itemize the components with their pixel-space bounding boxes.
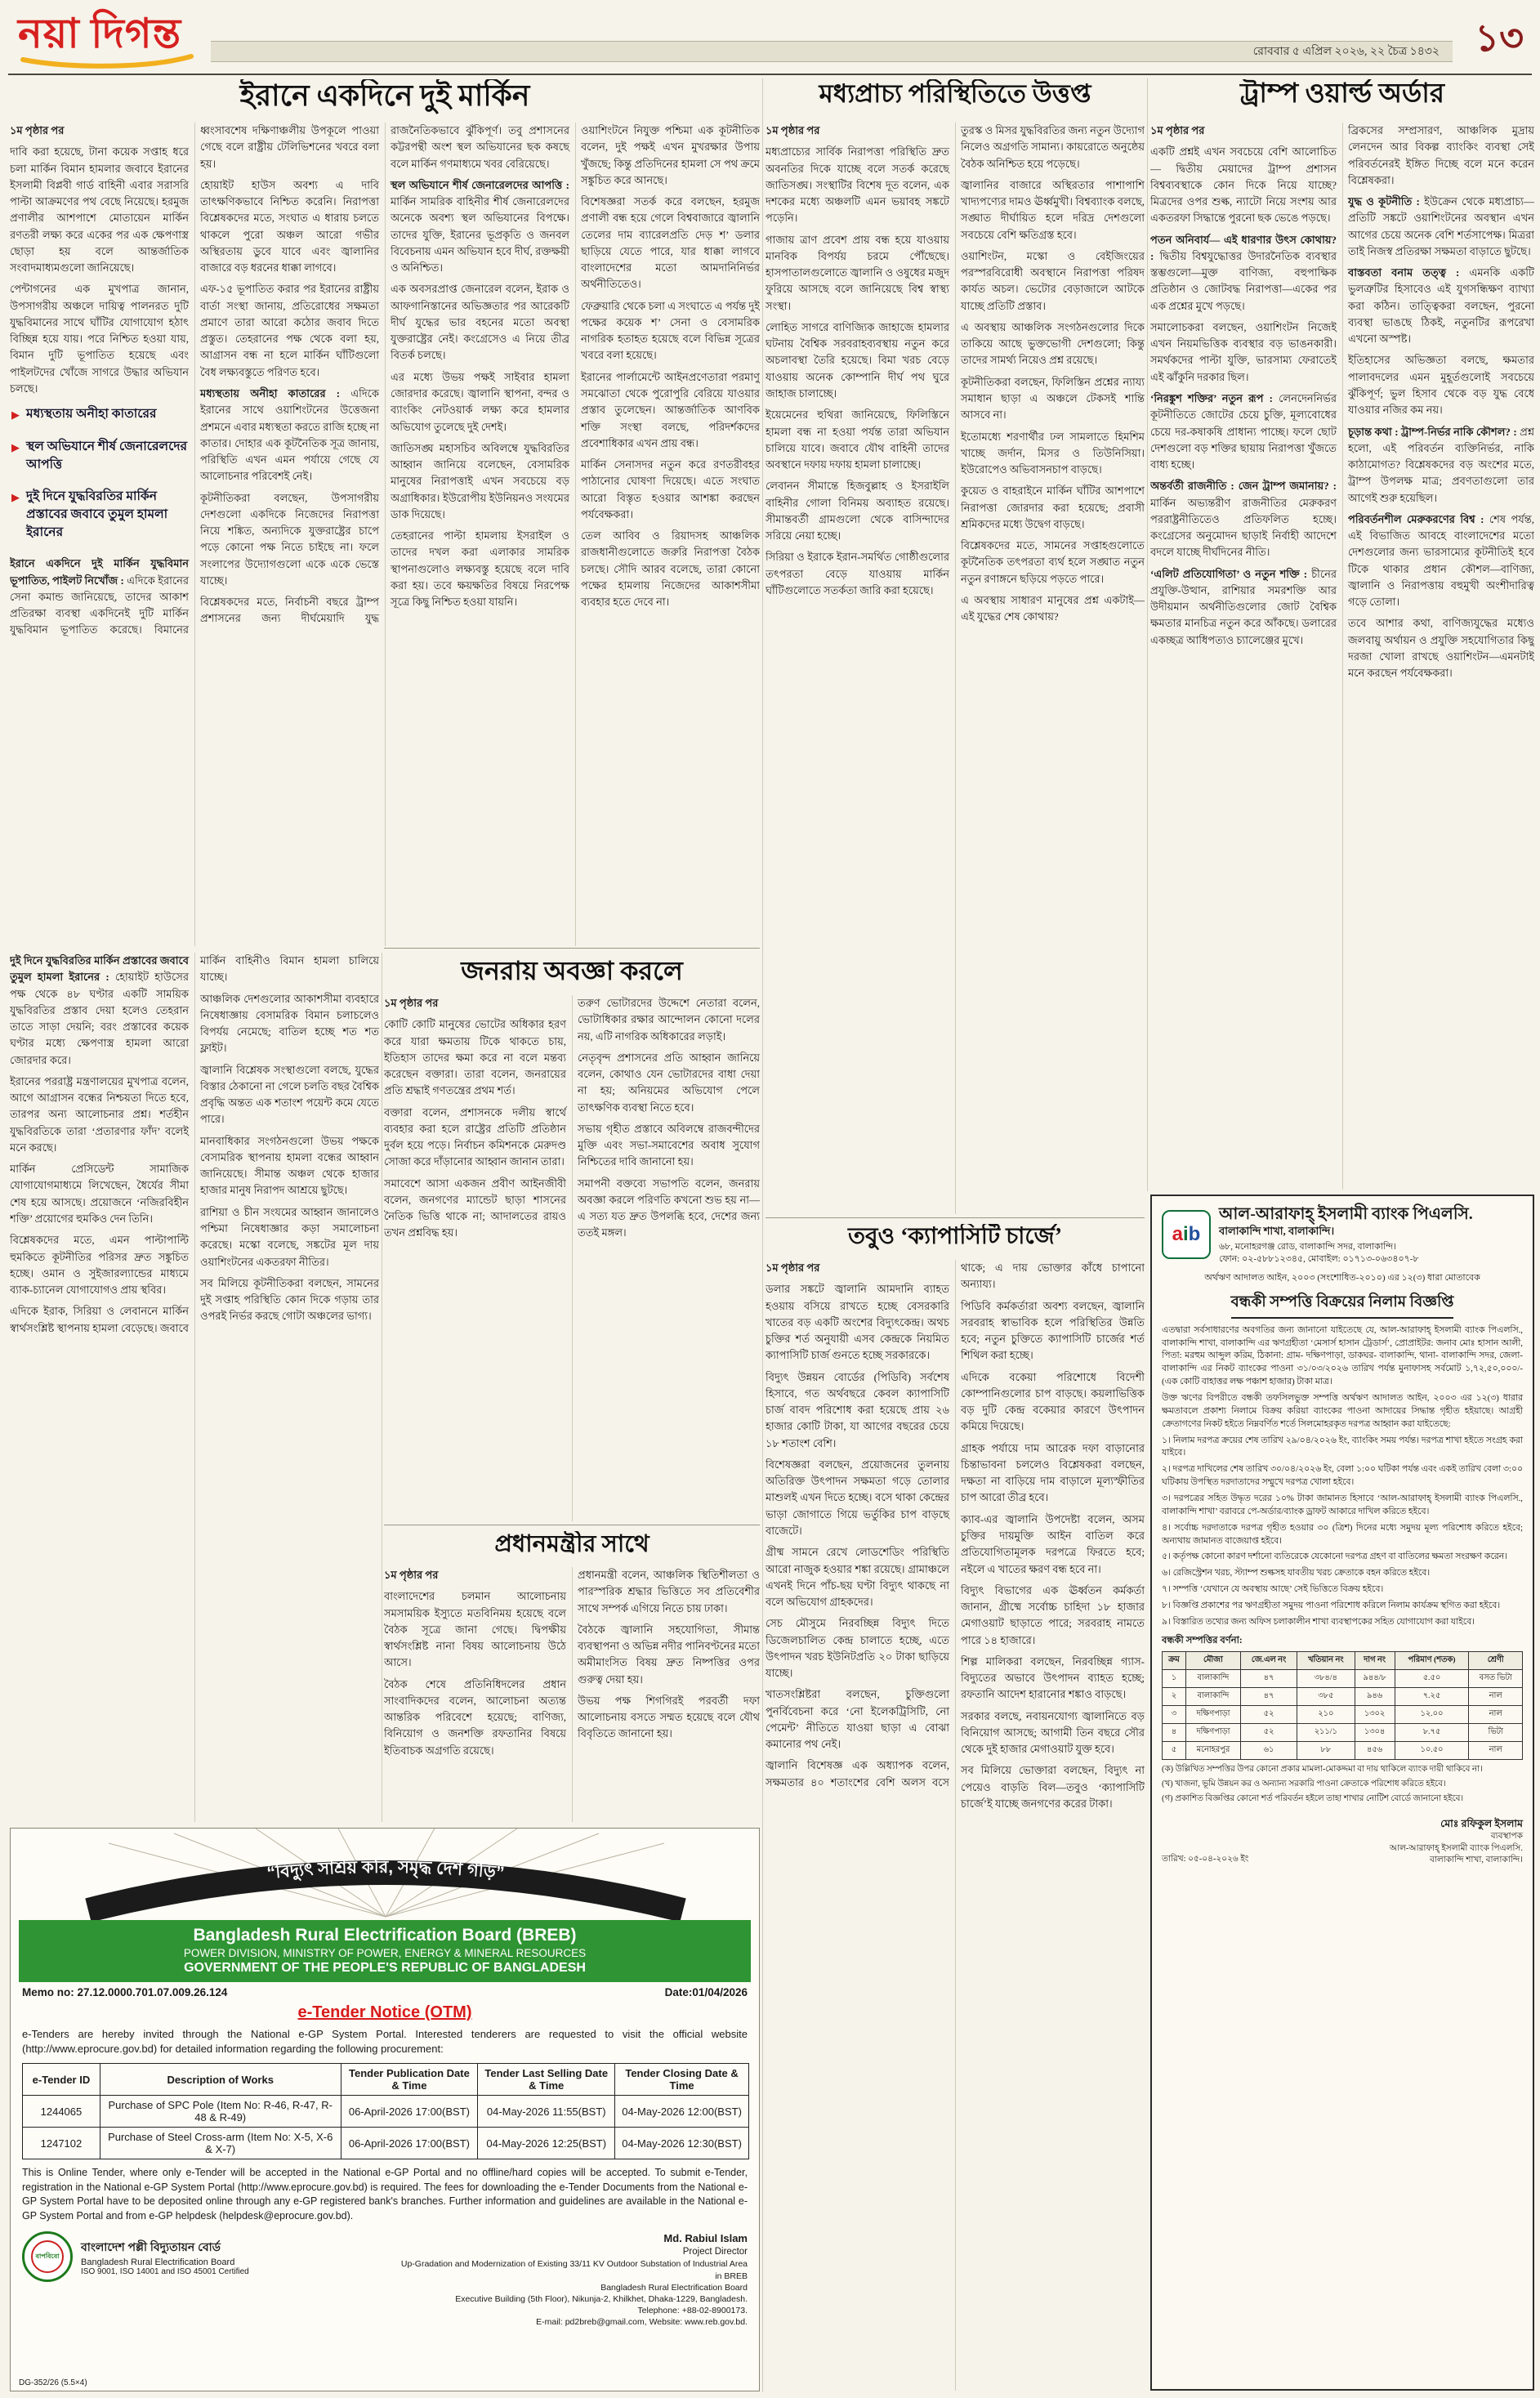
breb-org-en: Bangladesh Rural Electrification Board (BREB) [193,1926,577,1945]
table-cell: ৬১ [1240,1741,1297,1759]
paragraph: ১ম পৃষ্ঠার পর [766,1262,820,1274]
bank-identity [1219,1204,1473,1266]
column-header: খতিয়ান নং [1297,1651,1355,1669]
paragraph: আঞ্চলিক দেশগুলোর আকাশসীমা ব্যবহারে নিষেধাজ্ঞায় বেসামরিক বিমান চলাচলেও বিপর্যয় নেমেছে; বাতিল হচ্ছে শত শত ফ্লাইট। [200,992,379,1055]
paragraph: কুয়েত ও বাহরাইনে মার্কিন ঘাঁটির আশপাশে নিরাপত্তা জোরদার করা হয়েছে; প্রবাসী শ্রমিকদের মধ্যে উদ্বেগ বাড়ছে। [961,485,1145,530]
table-cell: ৯৪৪/৮ [1355,1669,1395,1687]
table-cell: 04-May-2026 12:25(BST) [478,2128,615,2159]
memo-date: Date:01/04/2026 [664,1986,748,1998]
logo-swoosh-icon [20,54,194,69]
slogan-text: “বিদ্যুৎ সাশ্রয় করি, সমৃদ্ধ দেশ গড়ি” [266,1857,506,1883]
signer-lines [396,2258,748,2328]
bank-intro [1162,1324,1523,1431]
paragraph: ফেব্রুয়ারি থেকে চলা এ সংঘাতে এ পর্যন্ত দুই পক্ষের কয়েক শ’ সেনা ও বেসামরিক নাগরিক হতাহত হয়েছে বলে বিভিন্ন সূত্রের খবরে বলা হয়েছে। [581,299,760,362]
bank-terms-list [1162,1435,1523,1629]
article-capacity-headline: তবুও ‘ক্যাপাসিটি চার্জে’ [847,1224,1063,1249]
column-header: Description of Works [100,2064,341,2096]
paragraph-group [766,1260,1145,1812]
table-body [23,2096,749,2159]
table-cell: 04-May-2026 12:00(BST) [615,2096,749,2128]
text-line: Telephone: +88-02-8900173. [637,2306,748,2316]
bank-notice-title: বন্ধকী সম্পত্তি বিক্রয়ের নিলাম বিজ্ঞপ্তি [1231,1290,1454,1319]
paragraph-group [10,953,379,1337]
paragraph: দুই দিনে যুদ্ধবিরতির মার্কিন প্রস্তাবের জবাবে তুমুল হামলা ইরানের : হোয়াইট হাউসের পক্ষ থেকে ৪৮ ঘণ্টার একটি সাময়িক যুদ্ধবিরতির প্রস্তাব দেয়া হলেও তেহরান তাতে সাড়া দেয়নি; বরং প্রস্তাবের কয়েক ঘণ্টার মধ্যে ক্ষেপণাস্ত্র হামলা আরো জোরদার করে। [10,954,189,1066]
table-body [1163,1669,1523,1759]
text-line: Executive Building (5th Floor), Nikunja-2, Khilkhet, Dhaka-1229, Bangladesh. [455,2293,748,2304]
article-trump-headline: ট্রাম্প ওয়ার্ল্ড অর্ডার [1240,79,1444,109]
table-cell: ৫২ [1240,1723,1297,1741]
table-cell: ৩৮৫ [1297,1687,1355,1705]
breb-green-banner [19,1920,751,1982]
paragraph: সমাপনী বক্তব্যে সভাপতি বলেন, জনরায় অবজ্ঞা করলে পরিণতি কখনো শুভ হয় না—এ সত্য যত দ্রুত উপলব্ধি হবে, দেশের জন্য ততই মঙ্গল। [578,1177,760,1239]
table-row [1163,1723,1523,1741]
paragraph: রাশিয়া ও চীন সংযমের আহ্বান জানালেও পশ্চিমা নিষেধাজ্ঞার কড়া সমালোচনা করেছে। মস্কো বলেছে, সঙ্কটের মূল দায় ওয়াশিংটনের একতরফা নীতির। [200,1205,379,1268]
bank-property-table [1162,1651,1523,1760]
paragraph: পিডিবি কর্মকর্তারা অবশ্য বলছেন, জ্বালানি সরবরাহ স্বাভাবিক হলে পরিস্থিতির উন্নতি হবে; নতুন চুক্তিতে ক্যাপাসিটি চার্জের শর্ত শিথিল করা হচ্ছে। [961,1299,1145,1362]
header-rule [8,74,1532,75]
column-header: শ্রেণী [1469,1651,1523,1669]
breb-footer [22,2231,748,2328]
table-header-row [1163,1651,1523,1669]
org-bn: বাংলাদেশ পল্লী বিদ্যুতায়ন বোর্ড [81,2239,221,2253]
paragraph: এ অবস্থায় আঞ্চলিক সংগঠনগুলোর দিকে তাকিয়ে আছে ভুক্তভোগী দেশগুলো; কিন্তু তাদের সামর্থ্য নিয়েও প্রশ্ন রয়েছে। [961,320,1145,367]
table-cell: ১০.৫০ [1395,1741,1469,1759]
org-en2: Bangladesh Rural Electrification Board [81,2257,235,2267]
paragraph: বাস্তবতা বনাম তত্ত্ব : এমনকি একটি ভুলত্রুটির হিসাবেও এই যুগসন্ধিক্ষণ ব্যাখ্যা করা কঠিন। তাত্ত্বিকরা বলছেন, পুরনো ব্যবস্থা ভাঙছে ঠিকই, নতুনটির রূপরেখা এখনো অস্পষ্ট। [1348,266,1534,346]
paragraph: এফ-১৫ ভূপাতিত করার পর ইরানের রাষ্ট্রীয় বার্তা সংস্থা জানায়, প্রতিরোধের সক্ষমতা প্রমাণে তারা আরো কঠোর জবাব দিতে প্রস্তুত। তেহরানের পক্ষ থেকে বলা হয়, আগ্রাসন বন্ধ না হলে মার্কিন ঘাঁটিগুলো বৈধ লক্ষ্যবস্তুতে পরিণত হবে। [200,283,379,378]
paragraph: যুদ্ধ ও কূটনীতি : ইউক্রেন থেকে মধ্যপ্রাচ্য—প্রতিটি সঙ্কটে ওয়াশিংটনের অবস্থান এখন আগের চেয়ে অনেক বেশি শর্তসাপেক্ষ। মিত্ররা তাই নিজস্ব প্রতিরক্ষা সক্ষমতা বাড়াতে ছুটছে। [1348,195,1534,257]
paragraph: বাংলাদেশের চলমান আলোচনায় সমসাময়িক ইস্যুতে মতবিনিময় হয়েছে বলে বৈঠক সূত্রে জানা গেছে। দ্বিপক্ষীয় স্বার্থসংশ্লিষ্ট নানা বিষয় আলোচনায় উঠে আসে। [384,1590,566,1669]
article-pm-headline: প্রধানমন্ত্রীর সাথে [494,1531,649,1557]
paragraph: বিশ্লেষকদের মতে, এমন পাল্টাপাল্টি হুমকিতে কূটনীতির পরিসর দ্রুত সঙ্কুচিত হচ্ছে। ওমান ও সুইজারল্যান্ডের মাধ্যমে ব্যাক-চ্যানেল যোগাযোগও প্রায় স্থবির। [10,1234,189,1297]
table-cell: ২ [1163,1687,1186,1705]
section-rule [766,1217,1145,1218]
paragraph: জ্বালানি বিশেষজ্ঞ এক অধ্যাপক বলেন, সক্ষমতার ৪০ শতাংশের বেশি অলস বসে থাকে; এ দায় ভোক্তার কাঁধে চাপানো অন্যায্য। [766,1262,1145,1788]
highlight-bullet [11,405,187,423]
signer-name: মোঃ রফিকুল ইসলাম [1440,1817,1523,1829]
paragraph: বিশ্লেষকদের মতে, সামনের সপ্তাহগুলোতে কূটনৈতিক তৎপরতা ব্যর্থ হলে সঙ্ঘাত নতুন নতুন রণাঙ্গনে ছড়িয়ে পড়তে পারে। [961,539,1145,585]
paragraph: কূটনীতিকরা বলছেন, উপসাগরীয় দেশগুলো একদিকে নিজেদের নিরাপত্তা নিয়ে শঙ্কিত, অন্যদিকে যুক্তরাষ্ট্রের চাপে পড়ে কোনো পক্ষ নিতে চাইছে না। ফলে সংলাপের উদ্যোগগুলো একে একে ভেস্তে যাচ্ছে। [200,491,379,587]
paragraph: বিদ্যুৎ উন্নয়ন বোর্ডের (পিডিবি) সর্বশেষ হিসাবে, গত অর্থবছরে কেবল ক্যাপাসিটি চার্জ বাবদ পরিশোধ করা হয়েছে প্রায় ২৬ হাজার কোটি টাকা, যা আগের বছরের চেয়ে ১৮ শতাংশ বেশি। [766,1370,949,1449]
table-cell: ৮.৭৫ [1395,1723,1469,1741]
column-header: Tender Last Selling Date & Time [478,2064,615,2096]
breb-govt: GOVERNMENT OF THE PEOPLE'S REPUBLIC OF BANGLADESH [184,1961,586,1975]
etender-intro: e-Tenders are hereby invited through the National e-GP System Portal. Interested tenderers are requested to visit the official website (http://www.eprocure.gov.bd) for detailed information regarding the following procurement: [22,2028,748,2056]
table-cell: ৪ [1163,1723,1186,1741]
text-line: Bangladesh Rural Electrification Board [600,2282,748,2293]
text-line: E-mail: pd2breb@gmail.com, Website: www.reb.gov.bd. [536,2317,748,2328]
table-cell: ১৩০২ [1355,1705,1395,1723]
breb-org-block [22,2231,249,2282]
table-cell: ৪৭ [1240,1669,1297,1687]
paragraph: এদিকে বকেয়া পরিশোধে বিদেশী কোম্পানিগুলোর চাপ বাড়ছে। কয়লাভিত্তিক বড় দুটি কেন্দ্র বকেয়ার কারণে উৎপাদন কমিয়ে দিয়েছে। [961,1370,1145,1433]
table-cell: ৮৮ [1297,1741,1355,1759]
table-row [23,2096,749,2128]
table-cell: 1247102 [23,2128,100,2159]
paragraph: স্থল অভিযানে শীর্ষ জেনারেলদের আপত্তি : মার্কিন সামরিক বাহিনীর শীর্ষ জেনারেলদের অনেকে অবশ্য স্থল অভিযানের বিপক্ষে। তাদের যুক্তি, ইরানের ভূপ্রকৃতি ও জনবল বিবেচনায় এমন অভিযান হবে দীর্ঘ, রক্তক্ষয়ী ও অনিশ্চিত। [391,178,569,275]
org-cert: ISO 9001, ISO 14001 and ISO 45001 Certified [81,2266,249,2276]
column-header: পরিমাণ (শতক) [1395,1651,1469,1669]
bank-branch: বালাকান্দি শাখা, বালাকান্দি। [1219,1225,1335,1237]
bank-auction-notice [1150,1195,1534,2391]
paragraph: সব মিলিয়ে ভোক্তারা বলছেন, বিদ্যুৎ না পেয়েও বাড়তি বিল—তবুও ‘ক্যাপাসিটি চার্জে’ই যাচ্ছে জনগণের করের টাকা। [961,1764,1145,1810]
paragraph: পেন্টাগনের এক মুখপাত্র জানান, উপসাগরীয় অঞ্চলে দায়িত্ব পালনরত দুটি যুদ্ধবিমানের সাথে ঘাঁটির যোগাযোগ হঠাৎ বিচ্ছিন্ন হয়ে যায়। পরে নিশ্চিত হওয়া যায়, বিমান দুটি ভূপাতিত হয়েছে এবং পাইলটদের খোঁজে সাগরে উদ্ধার অভিযান চলছে। [10,283,189,395]
paragraph: সমালোচকরা বলছেন, ওয়াশিংটন নিজেই এখন নিয়মভিত্তিক ব্যবস্থার বড় ভাঙনকারী। সমর্থকদের পাল্টা যুক্তি, ভারসাম্য ফেরাতেই এই ঝাঁকুনি দরকার ছিল। [1150,320,1337,383]
article-mideast-body [766,123,1145,1214]
table-row [1163,1741,1523,1759]
logo-letter: b [1188,1223,1201,1246]
paragraph: নেতৃবৃন্দ প্রশাসনের প্রতি আহ্বান জানিয়ে বলেন, কোথাও যেন ভোটারদের বাধা দেয়া না হয়; অনিয়মের অভিযোগ পেলে তাৎক্ষণিক ব্যবস্থা নিতে হবে। [578,1051,760,1114]
article-mideast-headline-wrap [766,79,1145,117]
paragraph: (গ) প্রকাশিত বিজ্ঞপ্তির কোনো শর্ত পরিবর্তন হইলে তাহা শাখার নোটিশ বোর্ডে জানানো হইবে। [1162,1793,1464,1803]
bank-table-caption: বন্ধকী সম্পত্তির বর্ণনা: [1162,1635,1243,1646]
paragraph: (খ) খাজনা, ভূমি উন্নয়ন কর ও অন্যান্য সরকারি পাওনা ক্রেতাকে পরিশোধ করিতে হইবে। [1162,1779,1446,1788]
paragraph: গ্রাহক পর্যায়ে দাম আরেক দফা বাড়ানোর চিন্তাভাবনা চললেও বিশ্লেষকরা বলছেন, দক্ষতা না বাড়িয়ে দাম বাড়ালে মূল্যস্ফীতির চাপ আরো তীব্র হবে। [961,1441,1145,1504]
paragraph: ডলার সঙ্কটে জ্বালানি আমদানি ব্যাহত হওয়ায় বসিয়ে রাখতে হচ্ছে বেসরকারি খাতের বড় একটি অংশের বিদ্যুৎকেন্দ্র। অথচ চুক্তির শর্ত অনুযায়ী এসব কেন্দ্রকে নিয়মিত ক্যাপাসিটি চার্জ গুনতে হচ্ছে সরকারকে। [766,1283,949,1362]
memo-number: Memo no: 27.12.0000.701.07.009.26.124 [22,1986,228,1998]
table-cell: 04-May-2026 11:55(BST) [478,2096,615,2128]
bank-footer [1162,1817,1523,1868]
paragraph: তেল আবিব ও রিয়াদসহ আঞ্চলিক রাজধানীগুলোতে জরুরি নিরাপত্তা বৈঠক চলছে। সৌদি আরব বলেছে, তারা কোনো পক্ষের হামলায় নিজেদের আকাশসীমা ব্যবহার হতে দেবে না। [581,529,760,609]
article-mideast-headline: মধ্যপ্রাচ্য পরিস্থিতিতে উত্তপ্ত [819,79,1091,108]
logo-text: নয়া দিগন্ত [18,11,182,56]
arrow-icon: ▶ [11,409,20,422]
breb-signature [396,2231,748,2328]
paragraph-group [384,995,760,1247]
edition-date: রোববার ৫ এপ্রিল ২০২৬, ২২ চৈত্র ১৪৩২ [1252,46,1440,58]
bank-signature [1390,1817,1523,1868]
section-rule [384,948,760,949]
bank-address: ৬৮, মনোহরগঞ্জ রোড, বালাকান্দি সদর, বালাকান্দি। [1219,1242,1396,1252]
etender-table [22,2063,749,2159]
column-header: দাগ নং [1355,1651,1395,1669]
article-trump-headline-wrap [1150,79,1534,117]
table-cell: নাল [1469,1687,1523,1705]
bullet-text: মধ্যস্থতায় অনীহা কাতারের [26,407,157,422]
highlight-list [11,405,187,541]
paragraph: বিশেষজ্ঞরা সতর্ক করে বলছেন, হরমুজ প্রণালী বন্ধ হয়ে গেলে বিশ্ববাজারে জ্বালানি তেলের দাম ব্যারেলপ্রতি দেড় শ’ ডলার ছাড়িয়ে যেতে পারে, যার ধাক্কা লাগবে বাংলাদেশের মতো আমদানিনির্ভর অর্থনীতিতেও। [581,195,760,291]
bank-name: আল-আরাফাহ্ ইসলামী ব্যাংক পিএলসি. [1219,1205,1473,1223]
table-row [1163,1687,1523,1705]
signer-lines [1390,1831,1523,1867]
paragraph: মধ্যস্থতায় অনীহা কাতারের : এদিকে ইরানের সাথে ওয়াশিংটনের উত্তেজনা প্রশমনে এবার মধ্যস্থতা করতে রাজি হচ্ছে না কাতার। দোহার এক কূটনৈতিক সূত্র জানায়, পরিস্থিতি এখন এমন পর্যায়ে গেছে যে আলোচনার পরিবেশই নেই। [200,386,379,483]
table-cell: ২১০ [1297,1705,1355,1723]
date-bar [211,41,1453,62]
paragraph: ইরানে একদিনে দুই মার্কিন যুদ্ধবিমান ভূপাতিত, পাইলট নিখোঁজ : এদিকে ইরানের সেনা কমান্ড জানিয়েছে, তাদের আকাশ প্রতিরক্ষা ব্যবস্থা একদিনেই দুটি মার্কিন যুদ্ধবিমান ভূপাতিত করেছে। বিমানের ধ্বংসাবশেষ দক্ষিণাঞ্চলীয় উপকূলে পাওয়া গেছে বলে রাষ্ট্রীয় টেলিভিশনের খবরে বলা হয়। [10,124,379,636]
paragraph: ‘নিরঙ্কুশ শক্তির’ নতুন রূপ : লেনদেননির্ভর কূটনীতিতে জোটের চেয়ে চুক্তি, মূল্যবোধের চেয়ে দর-কষাকষি প্রাধান্য পাচ্ছে। ফলে ছোট দেশগুলো বড় শক্তির ছায়ায় নিরাপত্তা খুঁজতে বাধ্য হচ্ছে। [1150,391,1337,471]
signer-name: Md. Rabiul Islam [663,2232,748,2245]
masthead [0,0,1540,74]
highlight-bullet [11,438,187,473]
article-jonorai-headline-wrap [384,956,760,990]
paragraph: বিশেষজ্ঞরা বলছেন, প্রয়োজনের তুলনায় অতিরিক্ত উৎপাদন সক্ষমতা গড়ে তোলার মাশুলই এখন দিতে হচ্ছে। বসে থাকা কেন্দ্রের ভাড়া জোগাতে গিয়ে ভর্তুকির চাপ বাড়ছে বাজেটে। [766,1458,949,1537]
paragraph: ইতিহাসের অভিজ্ঞতা বলছে, ক্ষমতার পালাবদলের এমন মুহূর্তগুলোই সবচেয়ে ঝুঁকিপূর্ণ; ভুল হিসাব থেকে বড় যুদ্ধ বেধে যাওয়ার নজির কম নয়। [1348,354,1534,417]
table-cell: ১ [1163,1669,1186,1687]
article-iran-headline: ইরানে একদিনে দুই মার্কিন [239,79,530,112]
paragraph: মানবাধিকার সংগঠনগুলো উভয় পক্ষকে বেসামরিক স্থাপনায় হামলা বন্ধের আহ্বান জানিয়েছে। সীমান্ত অঞ্চল থেকে হাজার হাজার মানুষ নিরাপদ আশ্রয়ে ছুটছে। [200,1134,379,1197]
column-header: e-Tender ID [23,2064,100,2096]
table-cell: ১৩০৪ [1355,1723,1395,1741]
table-cell: ৫.৫০ [1395,1669,1469,1687]
table-cell: ভিটা [1469,1723,1523,1741]
table-cell: ৪৫৬ [1355,1741,1395,1759]
article-capacity-body [766,1260,1145,2391]
paragraph: ইরানের পার্লামেন্টে আইনপ্রণেতারা পরমাণু সমঝোতা থেকে পুরোপুরি বেরিয়ে যাওয়ার প্রস্তাব তুলেছেন। আন্তর্জাতিক আণবিক শক্তি সংস্থা বলছে, পরিদর্শকদের প্রবেশাধিকার এখন প্রায় বন্ধ। [581,370,760,449]
paragraph: জ্বালানির বাজারে অস্থিরতার পাশাপাশি খাদ্যপণ্যের দামও ঊর্ধ্বমুখী। বিশ্বব্যাংক বলছে, সঙ্ঘাত দীর্ঘায়িত হলে দরিদ্র দেশগুলো সবচেয়ে বেশি ক্ষতিগ্রস্ত হবে। [961,178,1145,241]
signer-title: Project Director [682,2246,748,2257]
paragraph: ১ম পৃষ্ঠার পর [384,997,439,1009]
paragraph: ‘এলিট প্রতিযোগিতা’ ও নতুন শক্তি : চীনের প্রযুক্তি-উত্থান, রাশিয়ার সমরশক্তি আর উদীয়মান অর্থনীতিগুলোর জোট বৈশ্বিক ক্ষমতার মানচিত্র নতুন করে আঁকছে। ডলারের একচ্ছত্র আধিপত্যও চ্যালেঞ্জের মুখে। [1150,567,1337,646]
breb-ministry: POWER DIVISION, MINISTRY OF POWER, ENERGY & MINERAL RESOURCES [183,1947,587,1959]
paragraph-group [1150,123,1534,682]
table-header-row [23,2064,749,2096]
column-rule [1147,78,1148,1191]
breb-logo-text: বাপবিবো [31,2240,64,2273]
paragraph: মার্কিন সেনাসদর নতুন করে রণতরীবহর পাঠানোর ঘোষণা দিয়েছে। এতে সংঘাত আরো বিস্তৃত হওয়ার আশঙ্কা করছেন পর্যবেক্ষকরা। [581,458,760,520]
paragraph: বিশ্লেষকদের মতে, নির্বাচনী বছরে ট্রাম্প প্রশাসনের জন্য দীর্ঘমেয়াদি যুদ্ধ রাজনৈতিকভাবে ঝুঁকিপূর্ণ। তবু প্রশাসনের কট্টরপন্থী অংশ স্থল অভিযানের ছক কষছে বলে মার্কিন গণমাধ্যমে খবর বেরিয়েছে। [200,124,569,625]
bank-law-line: অর্থঋণ আদালত আইন, ২০০৩ (সংশোধিত-২০১০) এর ১২(৩) ধারা মোতাবেক [1204,1272,1480,1283]
paragraph: ১ম পৃষ্ঠার পর [1150,124,1205,136]
paragraph: সিরিয়া ও ইরাকে ইরান-সমর্থিত গোষ্ঠীগুলোর তৎপরতা বেড়ে যাওয়ায় মার্কিন ঘাঁটিগুলোতে সতর্কতা জারি করা হয়েছে। [766,551,949,596]
newspaper-logo [18,3,214,72]
paragraph: উভয় পক্ষ শিগগিরই পরবর্তী দফা আলোচনায় বসতে সম্মত হয়েছে বলে যৌথ বিবৃতিতে জানানো হয়। [578,1694,760,1740]
paragraph: ৯। বিস্তারিত তথ্যের জন্য অফিস চলাকালীন শাখা ব্যবস্থাপকের সহিত যোগাযোগ করা যাইবে। [1162,1616,1475,1627]
paragraph: তরুণ ভোটারদের উদ্দেশে নেতারা বলেন, ভোটাধিকার রক্ষার আন্দোলন কোনো দলের নয়, এটি নাগরিক অধিকারের লড়াই। [578,997,760,1043]
table-cell: মনোহরপুর [1185,1741,1240,1759]
paragraph: দাবি করা হয়েছে, টানা কয়েক সপ্তাহ ধরে চলা মার্কিন বিমান হামলার জবাবে ইরানের ইসলামী বিপ্লবী গার্ড বাহিনী এবার সরাসরি পাল্টা আক্রমণের পথ বেছে নিয়েছে। হরমুজ প্রণালীর আশপাশে মোতায়েন মার্কিন রণতরী লক্ষ্য করে একের পর এক ক্ষেপণাস্ত্র ছোড়া হয় বলে আন্তর্জাতিক সংবাদমাধ্যমগুলো জানিয়েছে। [10,145,189,275]
paragraph: মার্কিন প্রেসিডেন্ট সামাজিক যোগাযোগমাধ্যমে লিখেছেন, ধৈর্যের সীমা শেষ হয়ে আসছে। প্রয়োজনে ‘নজিরবিহীন শক্তি’ প্রয়োগের হুমকিও দেন তিনি। [10,1163,189,1225]
paragraph: শিল্প মালিকরা বলছেন, নিরবচ্ছিন্ন গ্যাস-বিদ্যুতের অভাবে উৎপাদন ব্যাহত হচ্ছে; রফতানি আদেশ হারানোর শঙ্কাও বাড়ছে। [961,1654,1145,1701]
paragraph: বৈঠক শেষে প্রতিনিধিদলের প্রধান সাংবাদিকদের বলেন, আলোচনা অত্যন্ত আন্তরিক পরিবেশে হয়েছে; বাণিজ্য, বিনিয়োগ ও জনশক্তি রফতানির বিষয়ে ইতিবাচক অগ্রগতি রয়েছে। [384,1677,566,1757]
paragraph: সব মিলিয়ে কূটনীতিকরা বলছেন, সামনের দুই সপ্তাহ পরিস্থিতি কোন দিকে গড়ায় তার ওপরই নির্ভর করছে গোটা অঞ্চলের ভাগ্য। [200,1276,379,1323]
highlight-bullet [11,488,187,541]
logo-letter: i [1183,1223,1189,1246]
paragraph: কোটি কোটি মানুষের ভোটের অধিকার হরণ করে যারা ক্ষমতায় টিকে থাকতে চায়, ইতিহাস তাদের ক্ষমা করে না বলে মন্তব্য করেছেন বক্তারা। তারা বলেন, জনরায়ের প্রতি শ্রদ্ধাই গণতন্ত্রের প্রথম শর্ত। [384,1018,566,1097]
paragraph-group [384,1567,760,1759]
column-rule [762,78,763,2392]
slogan-ribbon [11,1829,761,1920]
table-cell: 04-May-2026 12:30(BST) [615,2128,749,2159]
table-cell: ৩ [1163,1705,1186,1723]
paragraph: মধ্যপ্রাচ্যের সার্বিক নিরাপত্তা পরিস্থিতি দ্রুত অবনতির দিকে যাচ্ছে বলে সতর্ক করেছে জাতিসঙ্ঘ। সংস্থাটির বিশেষ দূত বলেন, এক দশকের মধ্যে অঞ্চলটি এমন ভয়াবহ সঙ্কটে পড়েনি। [766,145,949,225]
breb-logo [22,2231,73,2282]
aibl-logo [1162,1210,1211,1259]
table-row [1163,1705,1523,1723]
breb-org-lines [81,2238,249,2276]
text-line: বালাকান্দি শাখা, বালাকান্দি। [1430,1855,1523,1865]
paragraph: এ অবস্থায় সাধারণ মানুষের প্রশ্ন একটাই—এই যুদ্ধের শেষ কোথায়? [961,593,1145,623]
paragraph: সভায় গৃহীত প্রস্তাবে অবিলম্বে রাজবন্দীদের মুক্তি এবং সভা-সমাবেশের অবাধ সুযোগ নিশ্চিতের দাবি জানানো হয়। [578,1122,760,1168]
paragraph: ইতোমধ্যে শরণার্থীর ঢল সামলাতে হিমশিম খাচ্ছে জর্দান, মিসর ও তিউনিসিয়া। ইউরোপেও অভিবাসনচাপ বাড়ছে। [961,430,1145,476]
paragraph: ১ম পৃষ্ঠার পর [766,124,820,136]
text-line: Up-Gradation and Modernization of Existing 33/11 KV Outdoor Substation of Industrial Area in BREB [400,2259,748,2281]
column-header: জে.এল নং [1240,1651,1297,1669]
paragraph: এতদ্বারা সর্বসাধারণের অবগতির জন্য জানানো যাইতেছে যে, আল-আরাফাহ্ ইসলামী ব্যাংক পিএলসি., বালাকান্দি শাখা, বালাকান্দি এর ঋণগ্রহীতা ‘মেসার্স হাসান ট্রেডার্স’, প্রোপ্রাইটর: জনাব মোঃ হাসান আলী, পিতা: মরহুম আব্দুল করিম, ঠিকানা: গ্রাম- দক্ষিণপাড়া, ডাকঘর- বালাকান্দি, থানা- বালাকান্দি সদর, জেলা- বালাকান্দি এর নিকট ব্যাংকের পাওনা ৩১/০৩/২০২৬ তারিখ পর্যন্ত মুনাফাসহ সর্বমোট ১,৭২,৫০,০০০/- (এক কোটি বাহাত্তর লক্ষ পঞ্চাশ হাজার) টাকা মাত্র। [1162,1324,1523,1387]
paragraph: ১ম পৃষ্ঠার পর [384,1569,439,1581]
paragraph: ক্যাব-এর জ্বালানি উপদেষ্টা বলেন, অসম চুক্তির দায়মুক্তি আইন বাতিল করে প্রতিযোগিতামূলক দরপত্রে ফিরতে হবে; নইলে এ খাতের ক্ষরণ বন্ধ হবে না। [961,1512,1145,1575]
column-header: Tender Closing Date & Time [615,2064,749,2096]
table-cell: বসত ভিটা [1469,1669,1523,1687]
paragraph: কূটনীতিকরা বলছেন, ফিলিস্তিন প্রশ্নের ন্যায্য সমাধান ছাড়া এ অঞ্চলে টেকসই শান্তি আসবে না। [961,375,1145,422]
table-cell: ৩৮৪/৪ [1297,1669,1355,1687]
paragraph-group [766,123,1145,625]
paragraph: প্রধানমন্ত্রী বলেন, আঞ্চলিক স্থিতিশীলতা ও পারস্পরিক শ্রদ্ধার ভিত্তিতে সব প্রতিবেশীর সাথে সম্পর্ক এগিয়ে নিতে চায় ঢাকা। [578,1569,760,1614]
table-cell: ৯৪৬ [1355,1687,1395,1705]
table-cell: নাল [1469,1741,1523,1759]
paragraph: ২। দরপত্র দাখিলের শেষ তারিখ ৩০/০৪/২০২৬ ইং, বেলা ১:০০ ঘটিকা পর্যন্ত এবং একই তারিখ বেলা ৩:০০ ঘটিকায় উপস্থিত দরদাতাদের সম্মুখে দরপত্র খোলা হইবে। [1162,1464,1523,1488]
paragraph: ৬। রেজিস্ট্রেশন খরচ, স্ট্যাম্প শুল্কসহ যাবতীয় খরচ ক্রেতাকে বহন করিতে হইবে। [1162,1568,1431,1579]
etender-outro: This is Online Tender, where only e-Tender will be accepted in the National e-GP Portal and no offline/hard copies will be accepted. To submit e-Tender, registration in the National e-GP System Portal (http://www.eprocure.gov.bd) is required. The fees for downloading the e-Tender Documents from the National e-GP System Portal have to be deposited online through any e-GP registered bank's branches. Further information and guidelines are available in the National e-GP System Portal and from e-GP helpdesk (helpdesk@eprocure.gov.bd). [22,2167,748,2222]
table-cell: বালাকান্দি [1185,1669,1240,1687]
paragraph: ৩। দরপত্রের সহিত উদ্ধৃত দরের ১০% টাকা জামানত হিসাবে ‘আল-আরাফাহ্ ইসলামী ব্যাংক পিএলসি., বালাকান্দি শাখা’ বরাবরে পে-অর্ডার/ব্যাংক ড্রাফট আকারে দাখিল করিতে হইবে। [1162,1494,1523,1516]
article-iran-body-continued [10,953,379,1822]
paragraph: এর মধ্যে উভয় পক্ষই সাইবার হামলা জোরদার করেছে। জ্বালানি স্থাপনা, বন্দর ও ব্যাংকিং নেটওয়ার্ক লক্ষ্য করে হামলার অভিযোগ তুলেছে দুই দেশই। [391,370,569,433]
paragraph: গাজায় ত্রাণ প্রবেশ প্রায় বন্ধ হয়ে যাওয়ায় মানবিক বিপর্যয় চরমে পৌঁছেছে। হাসপাতালগুলোতে জ্বালানি ও ওষুধের মজুদ ফুরিয়ে আসছে বলে জানিয়েছে বিশ্ব স্বাস্থ্য সংস্থা। [766,233,949,312]
table-cell: দক্ষিণপাড়া [1185,1723,1240,1741]
paragraph: অন্তর্বর্তী রাজনীতি : জেন ট্রাম্প জমানায়? : মার্কিন অভ্যন্তরীণ রাজনীতির মেরুকরণ পররাষ্ট্রনীতিতেও প্রতিফলিত হচ্ছে। কংগ্রেসের অনুমোদন ছাড়াই নির্বাহী আদেশে বদলে যাচ্ছে দীর্ঘদিনের নীতি। [1150,480,1337,559]
table-cell: ৭.২৫ [1395,1687,1469,1705]
advert-ref: DG-352/26 (5.5×4) [19,2378,87,2387]
page-number: ১৩ [1475,17,1524,59]
paragraph: ১। নিলাম দরপত্র ক্রয়ের শেষ তারিখ ২৯/০৪/২০২৬ ইং, ব্যাংকিং সময় পর্যন্ত। দরপত্র শাখা হইতে সংগ্রহ করা যাইবে। [1162,1435,1523,1458]
paragraph: ৮। বিজ্ঞপ্তি প্রকাশের পর ঋণগ্রহীতা সমুদয় পাওনা পরিশোধ করিলে নিলাম কার্যক্রম স্থগিত করা হইবে। [1162,1601,1501,1611]
bank-notes [1162,1764,1523,1806]
paragraph: তুরস্ক ও মিসর যুদ্ধবিরতির জন্য নতুন উদ্যোগ নিলেও অগ্রগতি সামান্য। কায়রোতে অনুষ্ঠেয় বৈঠক অনিশ্চিত হয়ে পড়েছে। [961,124,1145,170]
table-cell: ৪৭ [1240,1687,1297,1705]
paragraph: ৪। সর্বোচ্চ দরদাতাকে দরপত্র গৃহীত হওয়ার ৩০ (ত্রিশ) দিনের মধ্যে সমুদয় মূল্য পরিশোধ করিতে হইবে; অন্যথায় জামানত বাজেয়াপ্ত হইবে। [1162,1522,1523,1546]
paragraph: তেহরানের পাল্টা হামলায় ইসরাইল ও তাদের দখল করা এলাকার সামরিক স্থাপনাগুলোও লক্ষ্যবস্তু হয়েছে বলে দাবি করা হয়। তবে ক্ষয়ক্ষতির বিষয়ে নিরপেক্ষ সূত্রে কিছু নিশ্চিত হওয়া যায়নি। [391,529,569,609]
article-iran-headline-wrap [10,79,760,118]
paragraph: সেচ মৌসুমে নিরবচ্ছিন্ন বিদ্যুৎ দিতে ডিজেলচালিত কেন্দ্র চালাতে হচ্ছে, এতে উৎপাদন খরচ ইউনিটপ্রতি ২০ টাকা ছাড়িয়ে যাচ্ছে। [766,1617,949,1680]
article-capacity-headline-wrap [766,1224,1145,1255]
paragraph: ৫। কর্তৃপক্ষ কোনো কারণ দর্শানো ব্যতিরেকে যেকোনো দরপত্র গ্রহণ বা বাতিলের ক্ষমতা সংরক্ষণ করেন। [1162,1552,1508,1562]
table-cell: 1244065 [23,2096,100,2128]
paragraph: ইরানের পররাষ্ট্র মন্ত্রণালয়ের মুখপাত্র বলেন, আগে আগ্রাসন বন্ধের নিশ্চয়তা দিতে হবে, তারপর অন্য আলোচনার প্রশ্ন। শর্তহীন যুদ্ধবিরতিকে তারা ‘প্রতারণার ফাঁদ’ বলেই মনে করছে। [10,1074,189,1154]
paragraph: হোয়াইট হাউস অবশ্য এ দাবি তাৎক্ষণিকভাবে নিশ্চিত করেনি। নিরাপত্তা বিশ্লেষকদের মতে, সংঘাত এ ধারায় চলতে থাকলে পুরো অঞ্চল আরো গভীর অস্থিরতায় ডুবে যাবে এবং জ্বালানির বাজারে বড় ধরনের ধাক্কা লাগবে। [200,178,379,275]
table-cell: বালাকান্দি [1185,1687,1240,1705]
paragraph: পরিবর্তনশীল মেরুকরণের বিশ্ব : শেষ পর্যন্ত, এই বিভাজিত আবহে বাংলাদেশের মতো দেশগুলোর জন্য ভারসাম্যের কূটনীতিই হবে টিকে থাকার প্রধান কৌশল—বাণিজ্য, জ্বালানি ও নিরাপত্তায় বহুমুখী অংশীদারিত্ব গড়ে তোলা। [1348,512,1534,609]
etender-notice-title: e-Tender Notice (OTM) [297,2003,472,2021]
paragraph: ইয়েমেনের হুথিরা জানিয়েছে, ফিলিস্তিনে হামলা বন্ধ না হওয়া পর্যন্ত তারা অভিযান চালিয়ে যাবে। জবাবে যৌথ বাহিনী তাদের অবস্থানে দফায় দফায় হামলা চালাচ্ছে। [766,409,949,471]
logo-letter: a [1172,1223,1183,1246]
paragraph: ব্রিকসের সম্প্রসারণ, আঞ্চলিক মুদ্রায় লেনদেন আর বিকল্প ব্যাংকিং ব্যবস্থা সেই পরিবর্তনেরই ইঙ্গিত দিচ্ছে বলে মনে করেন বিশ্লেষকরা। [1348,124,1534,186]
paragraph: উক্ত ঋণের বিপরীতে বন্ধকী তফসিলভুক্ত সম্পত্তি অর্থঋণ আদালত আইন, ২০০৩ এর ১২(৩) ধারার ক্ষমতাবলে প্রকাশ্য নিলামে বিক্রয় করিয়া ব্যাংকের পাওনা আদায়ের সিদ্ধান্ত গৃহীত হইয়াছে। আগ্রহী ক্রেতাগণের নিকট হইতে নিম্নবর্ণিত শর্তে সিলমোহরকৃত দরপত্র আহ্বান করা যাইতেছে: [1162,1392,1523,1429]
paragraph: গ্রীষ্ম সামনে রেখে লোডশেডিং পরিস্থিতি আরো নাজুক হওয়ার শঙ্কা রয়েছে। গ্রামাঞ্চলে এখনই দিনে পাঁচ-ছয় ঘণ্টা বিদ্যুৎ থাকছে না বলে অভিযোগ গ্রাহকদের। [766,1546,949,1609]
bank-title-wrap [1162,1290,1523,1319]
table-cell: দক্ষিণপাড়া [1185,1705,1240,1723]
table-cell: ৫ [1163,1741,1186,1759]
paragraph: ১ম পৃষ্ঠার পর [10,124,65,136]
paragraph: (ক) উল্লিখিত সম্পত্তির উপর কোনো প্রকার মামলা-মোকদ্দমা বা দায় থাকিলে ব্যাংক দায়ী থাকিবে না। [1162,1764,1483,1774]
table-row [1163,1669,1523,1687]
paragraph: এদিকে ইরাক, সিরিয়া ও লেবাননে মার্কিন স্বার্থসংশ্লিষ্ট স্থাপনায় হামলা বেড়েছে। জবাবে মার্কিন বাহিনীও বিমান হামলা চালিয়ে যাচ্ছে। [10,954,379,1334]
paragraph: পতন অনিবার্য— এই ধারণার উৎস কোথায়? : দ্বিতীয় বিশ্বযুদ্ধোত্তর উদারনৈতিক ব্যবস্থার স্তম্ভগুলো—মুক্ত বাণিজ্য, বহুপাক্ষিক প্রতিষ্ঠান ও জোটবদ্ধ নিরাপত্তা—একের পর এক প্রশ্নের মুখে পড়ছে। [1150,233,1337,312]
table-cell: 06-April-2026 17:00(BST) [341,2128,478,2159]
table-cell: নাল [1469,1705,1523,1723]
bullet-text: স্থল অভিযানে শীর্ষ জেনারেলদের আপত্তি [26,439,188,471]
paragraph: জ্বালানি বিশ্লেষক সংস্থাগুলো বলছে, যুদ্ধের বিস্তার ঠেকানো না গেলে চলতি বছর বৈশ্বিক প্রবৃদ্ধি অন্তত এক শতাংশ পয়েন্ট কমে যেতে পারে। [200,1063,379,1126]
paragraph: জাতিসঙ্ঘ মহাসচিব অবিলম্বে যুদ্ধবিরতির আহ্বান জানিয়ে বলেছেন, বেসামরিক মানুষের নিরাপত্তাই এখন সবচেয়ে বড় অগ্রাধিকার। ইউরোপীয় ইউনিয়নও সংযমের ডাক দিয়েছে। [391,441,569,520]
paragraph: বক্তারা বলেন, প্রশাসনকে দলীয় স্বার্থে ব্যবহার করা হলে রাষ্ট্রের প্রতিটি প্রতিষ্ঠান দুর্বল হয়ে পড়ে। নির্বাচন কমিশনকে মেরুদণ্ড সোজা করে দাঁড়ানোর আহ্বান জানান তারা। [384,1105,566,1168]
text-line: ব্যবস্থাপক [1490,1832,1523,1841]
breb-tender-notice [10,1828,760,2391]
paragraph: সরকার বলছে, নবায়নযোগ্য জ্বালানিতে বড় বিনিয়োগ আসছে; আগামী তিন বছরে সৌর থেকে দুই হাজার মেগাওয়াট যুক্ত হবে। [961,1709,1145,1756]
paragraph: সমাবেশে আসা একজন প্রবীণ আইনজীবী বলেন, জনগণের ম্যান্ডেট ছাড়া শাসনের নৈতিক ভিত্তি থাকে না; আদালতের রায়ও তখন প্রশ্নবিদ্ধ হয়। [384,1177,566,1239]
breb-memo-row [11,1982,759,2000]
paragraph: খাতসংশ্লিষ্টরা বলছেন, চুক্তিগুলো পুনর্বিবেচনা করে ‘নো ইলেকট্রিসিটি, নো পেমেন্ট’ নীতিতে যাওয়া ছাড়া এ বোঝা কমানোর পথ নেই। [766,1688,949,1751]
table-row [23,2128,749,2159]
bank-date-line: তারিখ: ০৫-০৪-২০২৬ ইং [1162,1855,1249,1864]
column-header: Tender Publication Date & Time [341,2064,478,2096]
article-jonorai-headline: জনরায় অবজ্ঞা করলে [461,956,683,985]
text-line: আল-আরাফাহ্ ইসলামী ব্যাংক পিএলসি. [1389,1843,1523,1853]
bank-phone: ফোন: ০২-৫৮৮১২৩৪৫, মোবাইল: ০১৭১৩-০৬৩৪০৭-৮ [1219,1253,1419,1264]
article-jonorai-body [384,995,760,1521]
table-cell: Purchase of SPC Pole (Item No: R-46, R-47, R-48 & R-49) [100,2096,341,2128]
paragraph: বিদ্যুৎ বিভাগের এক ঊর্ধ্বতন কর্মকর্তা জানান, গ্রীষ্মে সর্বোচ্চ চাহিদা ১৮ হাজার মেগাওয়াট ছাড়াতে পারে; সরবরাহ নামতে পারে ১৪ হাজারে। [961,1583,1145,1646]
column-header: ক্রম [1163,1651,1186,1669]
article-pm-body [384,1567,760,1822]
table-cell: 06-April-2026 17:00(BST) [341,2096,478,2128]
paragraph: এক অবসরপ্রাপ্ত জেনারেল বলেন, ইরাক ও আফগানিস্তানের অভিজ্ঞতার পর আরেকটি দীর্ঘ যুদ্ধের ভার বহনের মতো অবস্থা যুক্তরাষ্ট্রের নেই। কংগ্রেসেও এ নিয়ে তীব্র বিতর্ক চলছে। [391,283,569,362]
arrow-icon: ▶ [11,491,20,504]
article-iran-body [10,123,760,946]
article-trump-body [1150,123,1534,1190]
paragraph: চূড়ান্ত কথা : ট্রাম্প-নির্ভর নাকি কৌশল? : প্রশ্ন হলো, এই পরিবর্তন ব্যক্তিনির্ভর, নাকি কাঠামোগত? বিশ্লেষকদের বড় অংশের মতে, ট্রাম্প উপলক্ষ মাত্র; প্রবণতাগুলো তার আগেই শুরু হয়েছিল। [1348,425,1534,504]
paragraph: ওয়াশিংটনে নিযুক্ত পশ্চিমা এক কূটনীতিক বলেন, দুই পক্ষই এখন মুখরক্ষার উপায় খুঁজছে; কিন্তু প্রতিদিনের হামলা সে পথ ক্রমে সঙ্কুচিত করে আনছে। [581,124,760,186]
table-cell: ২১১/১ [1297,1723,1355,1741]
bank-notice-header [1162,1204,1523,1266]
paragraph: লেবানন সীমান্তে হিজবুল্লাহ ও ইসরাইলি বাহিনীর গোলা বিনিময় অব্যাহত রয়েছে। সীমান্তবর্তী গ্রামগুলো থেকে বাসিন্দাদের সরিয়ে নেয়া হচ্ছে। [766,480,949,543]
table-cell: Purchase of Steel Cross-arm (Item No: X-5, X-6 & X-7) [100,2128,341,2159]
column-header: মৌজা [1185,1651,1240,1669]
bullet-text: দুই দিনে যুদ্ধবিরতির মার্কিন প্রস্তাবের জবাবে তুমুল হামলা ইরানের [26,489,168,539]
paragraph: একটি প্রশ্নই এখন সবচেয়ে বেশি আলোচিত— দ্বিতীয় মেয়াদের ট্রাম্প প্রশাসন বিশ্বব্যবস্থাকে কোন দিকে নিয়ে যাচ্ছে? মিত্রদের ওপর শুল্ক, ন্যাটো নিয়ে সংশয় আর একতরফা সিদ্ধান্তে পুরনো ছক ভেঙে পড়ছে। [1150,145,1337,225]
arrow-icon: ▶ [11,440,20,453]
paragraph: তবে আশার কথা, বাণিজ্যযুদ্ধের মধ্যেও জলবায়ু অর্থায়ন ও প্রযুক্তি সহযোগিতার কিছু দরজা খোলা রাখছে ওয়াশিংটন—এমনটাই মনে করছেন পর্যবেক্ষকরা। [1348,617,1534,680]
paragraph: বৈঠকে জ্বালানি সহযোগিতা, সীমান্ত ব্যবস্থাপনা ও অভিন্ন নদীর পানিবণ্টনের মতো অমীমাংসিত বিষয় দ্রুত নিষ্পত্তির ওপর গুরুত্ব দেয়া হয়। [578,1623,760,1686]
paragraph-group [10,123,189,397]
paragraph: ওয়াশিংটন, মস্কো ও বেইজিংয়ের পরস্পরবিরোধী অবস্থানে নিরাপত্তা পরিষদ কার্যত অচল। ভেটোর বেড়াজালে আটকে যাচ্ছে প্রতিটি প্রস্তাব। [961,249,1145,312]
table-cell: ৫২ [1240,1705,1297,1723]
paragraph: লোহিত সাগরে বাণিজ্যিক জাহাজে হামলার ঘটনায় বৈশ্বিক সরবরাহব্যবস্থায় নতুন করে অচলাবস্থা তৈরি হয়েছে। বিমা খরচ বেড়ে যাওয়ায় অনেক কোম্পানি দীর্ঘ পথ ঘুরে জাহাজ চালাচ্ছে। [766,320,949,400]
article-pm-headline-wrap [384,1531,760,1562]
paragraph: ৭। সম্পত্তি ‘যেখানে যে অবস্থায় আছে’ সেই ভিত্তিতে বিক্রয় হইবে। [1162,1584,1384,1595]
table-cell: ১২.০০ [1395,1705,1469,1723]
